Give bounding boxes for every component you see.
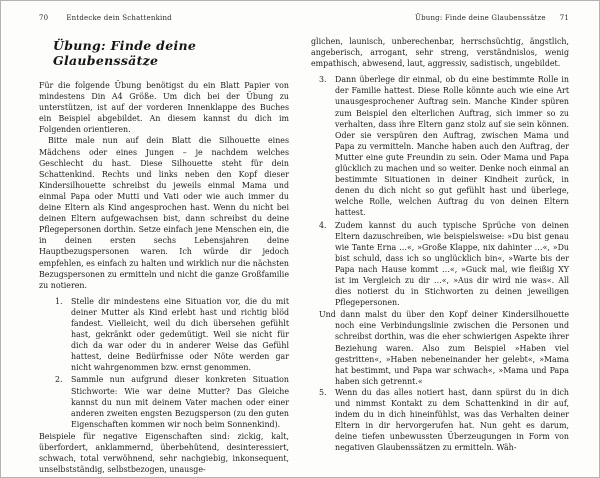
paragraph: glichen, launisch, unberechenbar, herrschsüchtig, ängstlich, angeberisch, arrogant, sehr streng, verständnislos, wenig empathisch, abwesend, laut, aggressiv, sadistisch, ungebildet. <box>311 37 569 69</box>
list-item <box>39 374 289 429</box>
list-marker: 4. <box>319 220 327 230</box>
list-item <box>311 220 569 309</box>
list-item-text: Stelle dir mindestens eine Situation vor, die du mit deiner Mutter als Kind erlebt hast und richtig blöd fandest. Vielleicht, weil du dich übersehen gefühlt hast, gekränkt oder gedemütigt. Weil sie nicht für dich da war oder du in anderer Weise das Gefühl hattest, deine Bedürfnisse oder Nöte werden gar nicht wahrgenommen bzw. ernst genommen. <box>71 296 289 373</box>
list-marker: 3. <box>319 75 327 85</box>
exercise-heading: Übung: Finde deine Glaubenssätze <box>53 38 197 68</box>
body-copy-left <box>39 80 289 475</box>
list-item-text: Sammle nun aufgrund dieser konkreten Situation Stichworte: Wie war deine Mutter? Das Gleiche kannst du nun mit deinem Vater machen oder einer anderen zweiten engsten Bezugsperson (zu den guten Eigenschaften kommen wir noch beim Sonnenkind). <box>71 375 289 429</box>
page-header-left <box>39 14 289 24</box>
numbered-list-left <box>39 296 289 430</box>
page-number-left: 70 <box>39 14 49 22</box>
running-head-left: Entdecke dein Schattenkind <box>66 14 172 22</box>
list-item-text: Dann überlege dir einmal, ob du eine bestimmte Rolle in der Familie hattest. Diese Rolle könnte auch wie eine Art unausgesprochener Auftrag sein. Manche Kinder spüren zum Beispiel den elterlichen Auftrag, sich immer so zu verhalten, dass ihre Eltern ganz stolz auf sie sein können. Oder sie verspüren den Auftrag, zwischen Mama und Papa zu vermitteln. Manche haben auch den Auftrag, der Mutter eine gute Freundin zu sein. Oder Mama und Papa glücklich zu machen und so weiter. Denke noch einmal an bestimmte Situationen in deiner Kindheit zurück, in denen du dich nicht so gut gefühlt hast und überlege, welche Rolle, welchen Auftrag du von deinen Eltern hattest. <box>335 75 569 218</box>
list-marker: 1. <box>55 296 63 306</box>
list-marker: 2. <box>55 375 63 385</box>
page-left <box>39 14 289 475</box>
paragraph: Und dann malst du über den Kopf deiner Kindersilhouette noch eine Verbindungslinie zwischen die Personen und schreibst dorthin, was die eher schwierigen Aspekte ihrer Beziehung waren. Also zum Beispiel »Haben viel gestritten«, »Haben nebeneinander her gelebt«, »Mama hat bestimmt, und Papa war schwach«, »Mama und Papa haben sich getrennt.« <box>319 310 569 386</box>
paragraph: Bitte male nun auf dein Blatt die Silhouette eines Mädchens oder eines Jungen – je nachdem welches Geschlecht du hast. Diese Silhouette steht für dein Schattenkind. Rechts und links neben den Kopf dieser Kindersilhouette schreibst du jeweils einmal Mama und einmal Papa oder Mutti und Vati oder wie auch immer du deine Eltern als Kind angesprochen hast. Wenn du nicht bei deinen Eltern aufgewachsen bist, dann schreibst du deine Pflegepersonen dorthin. Setze einfach jene Menschen ein, die in deinen ersten sechs Lebensjahren deine Hauptbezugspersonen waren. Ich würde dir jedoch empfehlen, es einfach zu halten und wirklich nur die nächsten Bezugspersonen zu ermitteln und nicht die ganze Großfamilie zu notieren. <box>39 136 289 290</box>
paragraph: Beispiele für negative Eigenschaften sind: zickig, kalt, überfordert, anklammernd, überbehütend, desinteressiert, schwach, total verwöhnend, sehr nachgiebig, inkonsequent, unselbstständig, selbstbezogen, unausge- <box>39 431 289 475</box>
list-item <box>311 387 569 454</box>
running-head-right: Übung: Finde deine Glaubenssätze <box>414 14 546 22</box>
list-marker: 5. <box>319 387 327 397</box>
numbered-list-right <box>311 74 569 453</box>
page-number-right: 71 <box>559 14 569 22</box>
list-item-text: Wenn du das alles notiert hast, dann spürst du in dich und nimmst Kontakt zu dem Schattenkind in dir auf, indem du in dich hineinfühlst, was das Verhalten deiner Eltern in dir hervorgerufen hat. Nun geht es darum, deine tiefen unbewussten Überzeugungen in Form von negativen Glaubenssätzen zu ermitteln. Wäh- <box>335 387 569 453</box>
body-copy-right <box>311 36 569 453</box>
paragraph: Für die folgende Übung benötigst du ein Blatt Papier von mindestens Din A4 Größe. Um dich bei der Übung zu unterstützen, ist auf der vorderen Innenklappe des Buches ein Beispiel abgebildet. An diesem kannst du dich im Folgenden orientieren. <box>39 81 289 135</box>
page-right <box>311 14 569 454</box>
list-item <box>311 74 569 218</box>
page-header-right <box>311 14 569 24</box>
list-item-text: Zudem kannst du auch typische Sprüche von deinen Eltern dazuschreiben, wie beispielsweise: »Du bist genau wie Tante Erna …«, »Große Klappe, nix dahinter …«, »Du bist schuld, dass ich so unglücklich bin«, »Warte bis der Papa nach Hause kommt …«, »Guck mal, wie fleißig XY ist im Vergleich zu dir …«, »Aus dir wird nie was«. All dies notierst du in Stichworten zu deinen jeweiligen Pflegepersonen. <box>335 220 569 308</box>
list-item <box>39 296 289 374</box>
scan-area <box>1 1 599 477</box>
